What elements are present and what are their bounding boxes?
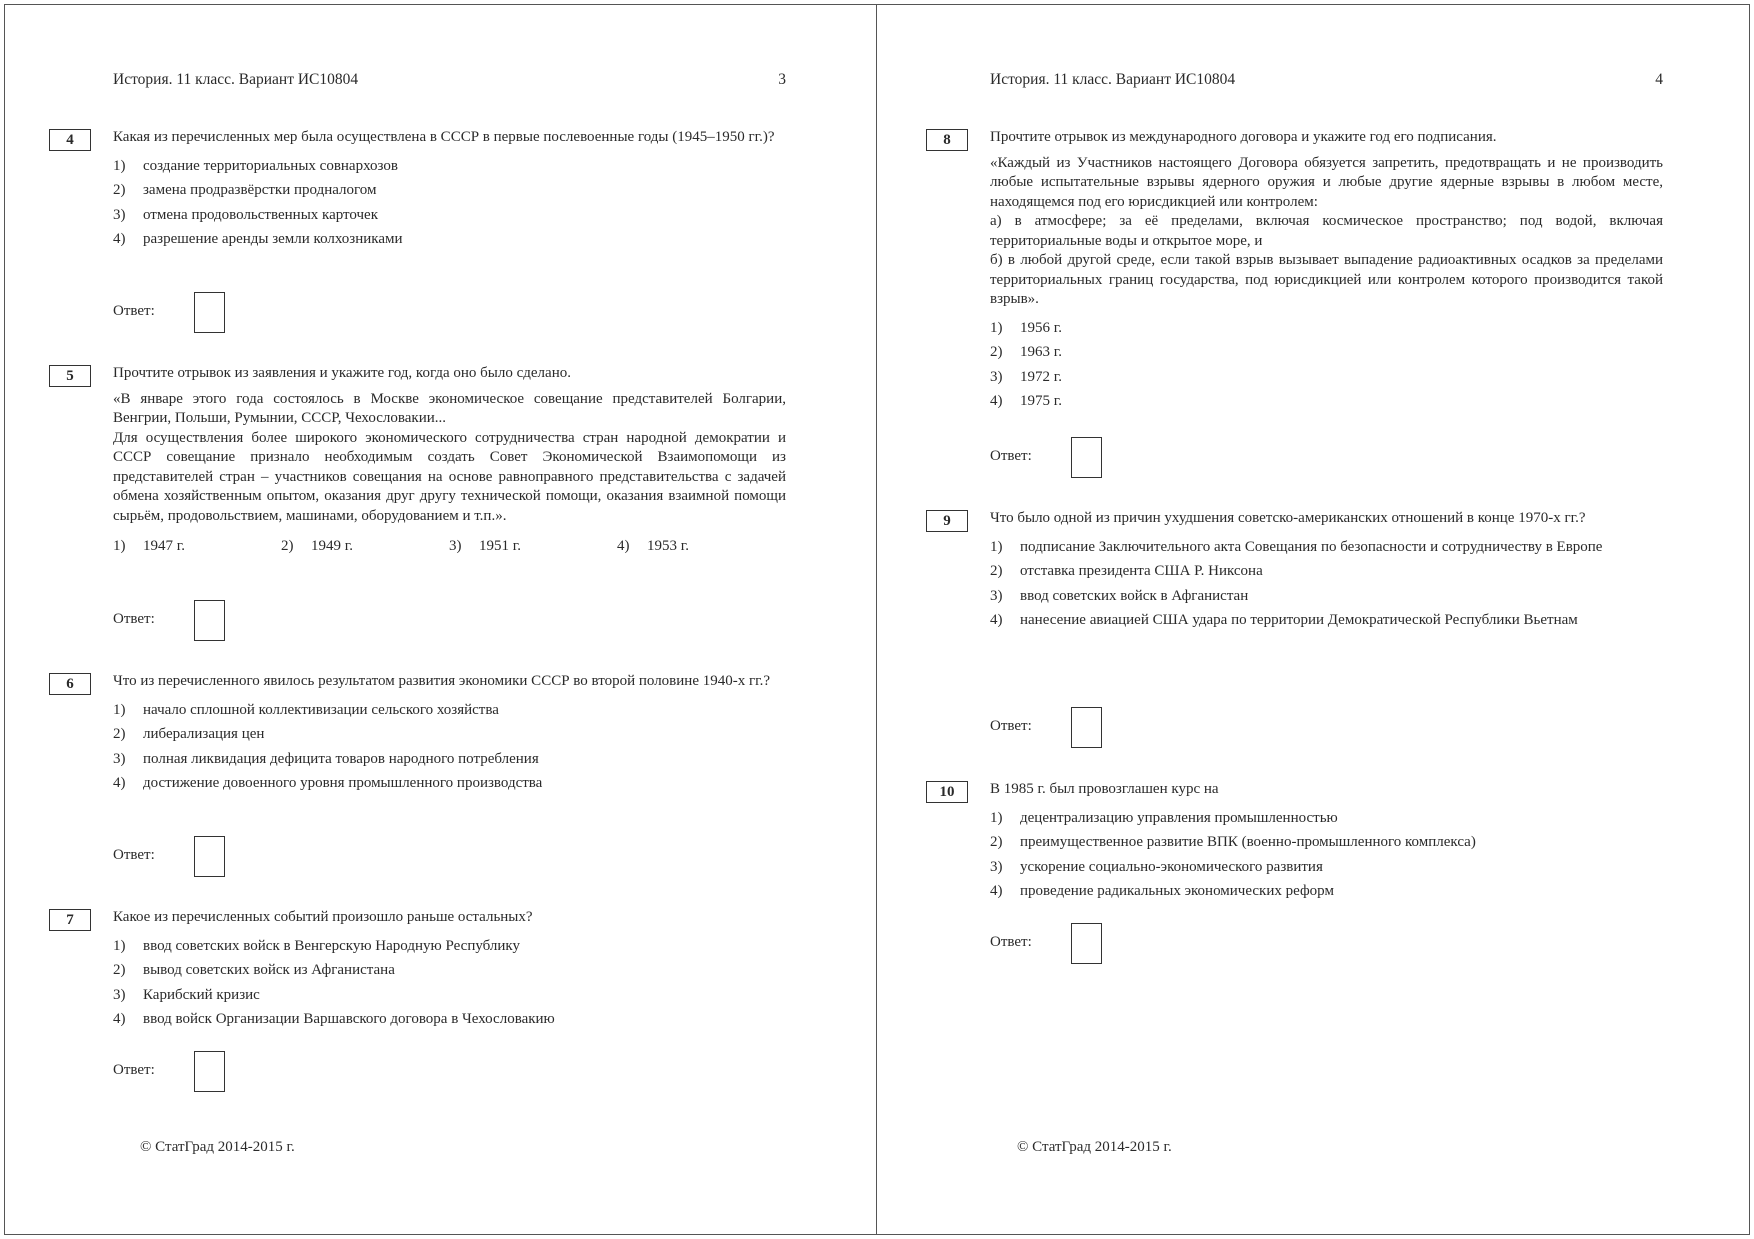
option: 4) 1953 г. — [617, 538, 689, 554]
question-5 — [66, 364, 786, 557]
page-number: 3 — [778, 71, 786, 88]
option: 3) Карибский кризис — [113, 986, 260, 1003]
option: 2) либерализация цен — [113, 726, 265, 742]
header-title: История. 11 класс. Вариант ИС10804 — [990, 71, 1236, 88]
option: 2) замена продразвёрстки продналогом — [113, 182, 377, 198]
options-list — [113, 157, 786, 250]
right-page — [877, 0, 1754, 1239]
option: 3) полная ликвидация дефицита товаров народного потребления — [113, 750, 539, 767]
option: 2) вывод советских войск из Афганистана — [113, 962, 395, 978]
options-list — [113, 937, 786, 1030]
option: 1) 1956 г. — [990, 319, 1062, 336]
answer-label: Ответ: — [990, 718, 1032, 734]
question-text: Прочтите отрывок из международного договора и укажите год его подписания. — [990, 129, 1497, 145]
options-list — [990, 538, 1663, 631]
option: 3) отмена продовольственных карточек — [113, 206, 379, 223]
options-list — [113, 701, 786, 794]
header-title: История. 11 класс. Вариант ИС10804 — [113, 71, 359, 88]
question-text: Что было одной из причин ухудшения советско-американских отношений в конце 1970-х гг.? — [990, 510, 1586, 526]
answer-label: Ответ: — [990, 448, 1032, 464]
answer-label: Ответ: — [113, 611, 155, 627]
question-number: 5 — [49, 365, 91, 387]
option: 1) ввод советских войск в Венгерскую Народную Республику — [113, 937, 520, 954]
answer-box[interactable] — [194, 836, 225, 877]
option: 2) 1949 г. — [281, 538, 353, 554]
question-number: 6 — [49, 673, 91, 695]
quoted-passage — [113, 390, 786, 527]
question-text: Прочтите отрывок из заявления и укажите год, когда оно было сделано. — [113, 365, 571, 381]
option: 4) 1975 г. — [990, 393, 1062, 409]
option: 1) подписание Заключительного акта Совещания по безопасности и сотрудничеству в Европе — [990, 538, 1603, 555]
question-7 — [66, 908, 786, 1035]
option: 4) разрешение аренды земли колхозниками — [113, 231, 403, 247]
quote-paragraph: Для осуществления более широкого экономического сотрудничества стран народной демократии и СССР совещание признало необходимым создать Совет Экономической Взаимопомощи из представителей стран – участников совещания на основе равноправного представительства с задачей обмена хозяйственным опытом, оказания друг другу технической помощи, оказания взаимной помощи сырьём, продовольствием, машинами, оборудованием и т.п.». — [113, 429, 786, 524]
quote-paragraph: а) в атмосфере; за её пределами, включая космическое пространство; под водой, включая территориальные воды и открытое море, и — [990, 213, 1663, 249]
question-text: Какая из перечисленных мер была осуществлена в СССР в первые послевоенные годы (1945–1950 гг.)? — [113, 129, 775, 145]
page-footer: © СтатГрад 2014-2015 г. — [1017, 1139, 1172, 1155]
question-number: 4 — [49, 129, 91, 151]
option: 3) ввод советских войск в Афганистан — [990, 587, 1249, 604]
question-4 — [66, 128, 786, 255]
question-8 — [943, 128, 1663, 417]
options-list — [990, 319, 1663, 412]
question-10 — [939, 780, 1663, 907]
option: 1) начало сплошной коллективизации сельского хозяйства — [113, 701, 499, 718]
question-6 — [66, 672, 786, 799]
option: 2) 1963 г. — [990, 344, 1062, 360]
options-row — [113, 537, 786, 557]
option: 3) 1972 г. — [990, 368, 1062, 385]
option: 1) создание территориальных совнархозов — [113, 157, 398, 174]
answer-box[interactable] — [194, 1051, 225, 1092]
question-number: 10 — [926, 781, 968, 803]
page-footer: © СтатГрад 2014-2015 г. — [140, 1139, 295, 1155]
option: 4) достижение довоенного уровня промышленного производства — [113, 775, 543, 791]
question-number: 8 — [926, 129, 968, 151]
question-text: Какое из перечисленных событий произошло раньше остальных? — [113, 909, 533, 925]
quoted-passage — [990, 154, 1663, 310]
option: 4) ввод войск Организации Варшавского договора в Чехословакию — [113, 1011, 555, 1027]
question-number: 9 — [926, 510, 968, 532]
question-9 — [943, 509, 1663, 636]
answer-label: Ответ: — [113, 847, 155, 863]
answer-box[interactable] — [194, 292, 225, 333]
options-list — [990, 809, 1663, 902]
option: 2) преимущественное развитие ВПК (военно-промышленного комплекса) — [990, 834, 1476, 850]
page-number: 4 — [1655, 71, 1663, 88]
answer-box[interactable] — [1071, 923, 1102, 964]
option: 3) ускорение социально-экономического развития — [990, 858, 1323, 875]
option: 2) отставка президента США Р. Никсона — [990, 563, 1263, 579]
option: 3) 1951 г. — [449, 538, 521, 554]
answer-box[interactable] — [194, 600, 225, 641]
option: 4) нанесение авиацией США удара по территории Демократической Республики Вьетнам — [990, 612, 1578, 628]
option: 4) проведение радикальных экономических реформ — [990, 883, 1334, 899]
answer-label: Ответ: — [113, 1062, 155, 1078]
question-number: 7 — [49, 909, 91, 931]
answer-box[interactable] — [1071, 707, 1102, 748]
quote-paragraph: «В январе этого года состоялось в Москве экономическое совещание представителей Болгарии, Венгрии, Польши, Румынии, СССР, Чехословакии... — [113, 390, 786, 426]
question-text: Что из перечисленного явилось результатом развития экономики СССР во второй половине 1940-х гг.? — [113, 673, 770, 689]
answer-label: Ответ: — [113, 303, 155, 319]
page-header — [990, 70, 1663, 90]
answer-label: Ответ: — [990, 934, 1032, 950]
answer-box[interactable] — [1071, 437, 1102, 478]
page-header — [113, 70, 786, 90]
quote-paragraph: «Каждый из Участников настоящего Договора обязуется запретить, предотвращать и не производить любые испытательные взрывы ядерного оружия и любые другие ядерные взрывы в любом месте, находящемся под его юрисдикцией или контролем: — [990, 154, 1663, 210]
question-text: В 1985 г. был провозглашен курс на — [990, 781, 1219, 797]
option: 1) 1947 г. — [113, 538, 185, 554]
option: 1) децентрализацию управления промышленностью — [990, 809, 1338, 826]
quote-paragraph: б) в любой другой среде, если такой взрыв вызывает выпадение радиоактивных осадков за пределами территориальных границ государства, под юрисдикцией или контролем которого производится такой взрыв». — [990, 252, 1663, 307]
